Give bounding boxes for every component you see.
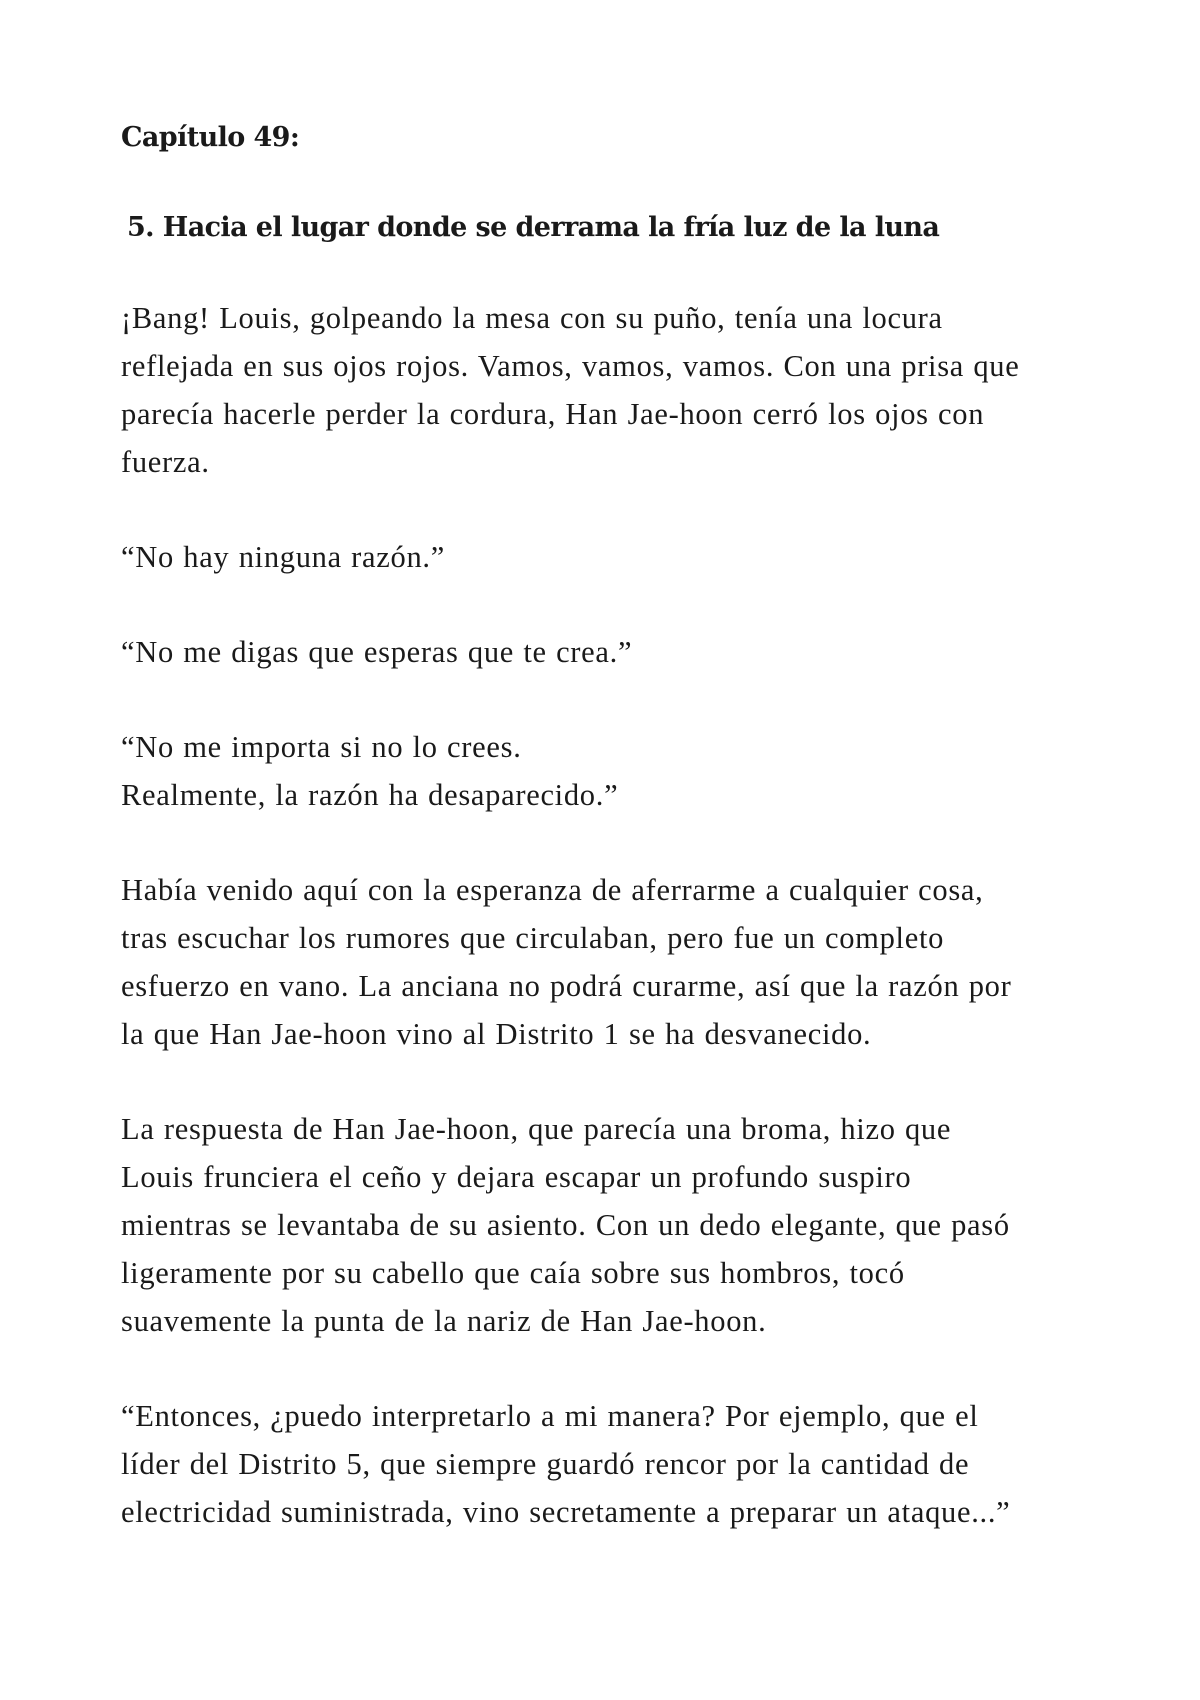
chapter-title: Capítulo 49: xyxy=(121,122,300,153)
paragraph-line: mientras se levantaba de su asiento. Con un dedo elegante, que pasó xyxy=(121,1208,1010,1242)
paragraph-line: parecía hacerle perder la cordura, Han Jae-hoon cerró los ojos con xyxy=(121,397,985,431)
paragraph-line: reflejada en sus ojos rojos. Vamos, vamos, vamos. Con una prisa que xyxy=(121,349,1020,383)
document-page xyxy=(121,118,1101,1536)
paragraph-line: tras escuchar los rumores que circulaban, pero fue un completo xyxy=(121,921,945,955)
paragraph-line: electricidad suministrada, vino secretamente a preparar un ataque...” xyxy=(121,1495,1011,1529)
section-heading: 5. Hacia el lugar donde se derrama la fría luz de la luna xyxy=(127,212,940,243)
paragraph-line: esfuerzo en vano. La anciana no podrá curarme, así que la razón por xyxy=(121,969,1012,1003)
paragraph-line: fuerza. xyxy=(121,445,210,479)
paragraph xyxy=(121,723,1101,819)
paragraph-line: “No me digas que esperas que te crea.” xyxy=(121,635,633,669)
paragraph-line: “No hay ninguna razón.” xyxy=(121,540,445,574)
paragraph-line: “No me importa si no lo crees. xyxy=(121,730,522,764)
paragraph xyxy=(121,533,1101,581)
paragraph-line: Había venido aquí con la esperanza de aferrarme a cualquier cosa, xyxy=(121,873,984,907)
paragraph-line: “Entonces, ¿puedo interpretarlo a mi manera? Por ejemplo, que el xyxy=(121,1399,979,1433)
paragraph-line: la que Han Jae-hoon vino al Distrito 1 se ha desvanecido. xyxy=(121,1017,872,1051)
paragraph xyxy=(121,1105,1101,1345)
paragraph xyxy=(121,294,1101,486)
paragraph xyxy=(121,628,1101,676)
paragraph-line: suavemente la punta de la nariz de Han Jae-hoon. xyxy=(121,1304,767,1338)
paragraph-line: líder del Distrito 5, que siempre guardó rencor por la cantidad de xyxy=(121,1447,970,1481)
paragraph-line: ¡Bang! Louis, golpeando la mesa con su puño, tenía una locura xyxy=(121,301,943,335)
paragraph xyxy=(121,866,1101,1058)
paragraph-line: Realmente, la razón ha desaparecido.” xyxy=(121,778,619,812)
paragraph-line: La respuesta de Han Jae-hoon, que parecía una broma, hizo que xyxy=(121,1112,952,1146)
paragraph-line: ligeramente por su cabello que caía sobre sus hombros, tocó xyxy=(121,1256,905,1290)
paragraph xyxy=(121,1392,1101,1536)
paragraph-line: Louis frunciera el ceño y dejara escapar un profundo suspiro xyxy=(121,1160,912,1194)
